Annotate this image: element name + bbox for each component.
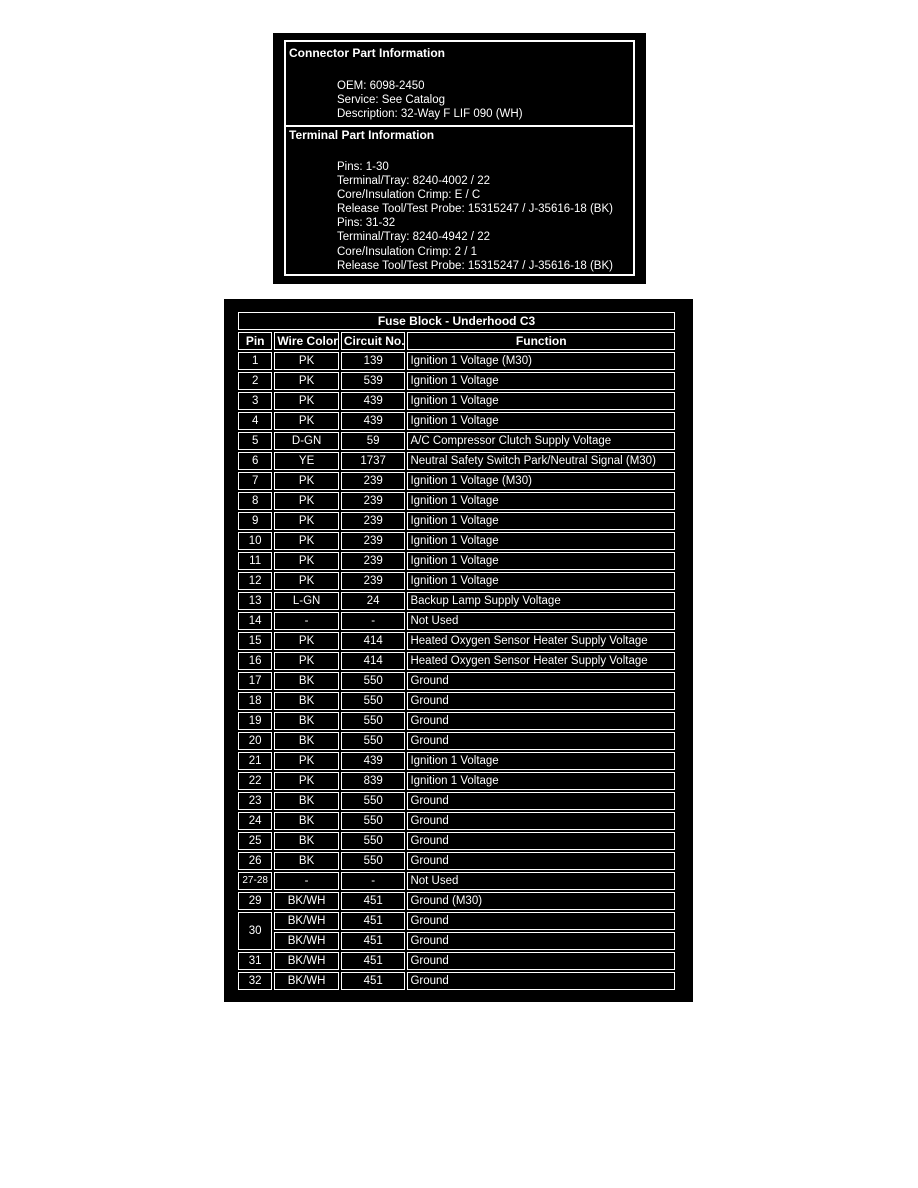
circuit-cell: 839 — [341, 772, 406, 790]
table-row — [238, 472, 675, 490]
pin-cell: 12 — [238, 572, 272, 590]
circuit-cell: 550 — [341, 812, 406, 830]
wire-color-cell: PK — [274, 492, 339, 510]
table-row — [238, 552, 675, 570]
table-row — [238, 692, 675, 710]
table-row — [238, 832, 675, 850]
wire-color-cell: BK/WH — [274, 952, 339, 970]
terminal-info-line: Release Tool/Test Probe: 15315247 / J-35616-18 (BK) — [337, 203, 613, 216]
circuit-cell: 239 — [341, 552, 406, 570]
pin-cell: 15 — [238, 632, 272, 650]
info-frame — [284, 40, 635, 276]
pin-cell: 8 — [238, 492, 272, 510]
function-cell: Not Used — [407, 872, 675, 890]
wire-color-cell: BK/WH — [274, 892, 339, 910]
circuit-cell: 451 — [341, 952, 406, 970]
circuit-cell: 550 — [341, 832, 406, 850]
function-cell: Heated Oxygen Sensor Heater Supply Voltage — [407, 652, 675, 670]
pin-cell: 29 — [238, 892, 272, 910]
function-cell: Ground — [407, 852, 675, 870]
connector-info-line: Description: 32-Way F LIF 090 (WH) — [337, 108, 523, 121]
pin-cell: 20 — [238, 732, 272, 750]
table-header-row — [238, 332, 675, 350]
column-header-circuit: Circuit No. — [341, 332, 406, 350]
pin-cell: 25 — [238, 832, 272, 850]
function-cell: Not Used — [407, 612, 675, 630]
pinout-table-body — [238, 352, 675, 990]
wire-color-cell: PK — [274, 632, 339, 650]
table-row — [238, 632, 675, 650]
circuit-cell: 439 — [341, 392, 406, 410]
function-cell: Ignition 1 Voltage — [407, 572, 675, 590]
wire-color-cell: D-GN — [274, 432, 339, 450]
pin-cell: 1 — [238, 352, 272, 370]
function-cell: Ignition 1 Voltage — [407, 532, 675, 550]
pin-cell: 6 — [238, 452, 272, 470]
function-cell: Ignition 1 Voltage — [407, 752, 675, 770]
column-header-pin: Pin — [238, 332, 272, 350]
pin-cell: 17 — [238, 672, 272, 690]
terminal-info-line: Core/Insulation Crimp: 2 / 1 — [337, 245, 477, 258]
pin-cell: 31 — [238, 952, 272, 970]
circuit-cell: 550 — [341, 692, 406, 710]
wire-color-cell: PK — [274, 472, 339, 490]
wire-color-cell: YE — [274, 452, 339, 470]
circuit-cell: 550 — [341, 852, 406, 870]
function-cell: Ground — [407, 712, 675, 730]
circuit-cell: 239 — [341, 492, 406, 510]
pin-cell: 16 — [238, 652, 272, 670]
column-header-wire-color: Wire Color — [274, 332, 339, 350]
function-cell: Ignition 1 Voltage — [407, 392, 675, 410]
connector-info-title: Connector Part Information — [289, 46, 446, 60]
table-row — [238, 792, 675, 810]
function-cell: Ground — [407, 832, 675, 850]
pin-cell: 3 — [238, 392, 272, 410]
table-row — [238, 352, 675, 370]
function-cell: Neutral Safety Switch Park/Neutral Signal (M30) — [407, 452, 675, 470]
pin-cell: 23 — [238, 792, 272, 810]
wire-color-cell: BK/WH — [274, 972, 339, 990]
table-row — [238, 872, 675, 890]
table-title: Fuse Block - Underhood C3 — [238, 312, 675, 330]
function-cell: Ground — [407, 912, 675, 930]
circuit-cell: 550 — [341, 792, 406, 810]
circuit-cell: 451 — [341, 892, 406, 910]
table-row — [238, 912, 675, 930]
pin-cell: 18 — [238, 692, 272, 710]
function-cell: Ignition 1 Voltage (M30) — [407, 472, 675, 490]
circuit-cell: 59 — [341, 432, 406, 450]
function-cell: Ground — [407, 692, 675, 710]
pin-cell: 24 — [238, 812, 272, 830]
table-row — [238, 572, 675, 590]
pin-cell: 2 — [238, 372, 272, 390]
pinout-panel — [224, 299, 693, 1002]
wire-color-cell: BK — [274, 732, 339, 750]
circuit-cell: 239 — [341, 532, 406, 550]
circuit-cell: 451 — [341, 932, 406, 950]
circuit-cell: 439 — [341, 752, 406, 770]
table-row — [238, 432, 675, 450]
wire-color-cell: PK — [274, 512, 339, 530]
table-title-row — [238, 312, 675, 330]
circuit-cell: 451 — [341, 912, 406, 930]
wire-color-cell: PK — [274, 352, 339, 370]
function-cell: Ground — [407, 792, 675, 810]
circuit-cell: 451 — [341, 972, 406, 990]
terminal-info-line: Pins: 31-32 — [337, 217, 396, 230]
column-header-function: Function — [407, 332, 675, 350]
circuit-cell: 1737 — [341, 452, 406, 470]
table-row — [238, 952, 675, 970]
table-row — [238, 752, 675, 770]
circuit-cell: 539 — [341, 372, 406, 390]
table-row — [238, 672, 675, 690]
wire-color-cell: BK — [274, 792, 339, 810]
table-row — [238, 892, 675, 910]
pin-cell: 11 — [238, 552, 272, 570]
table-row — [238, 612, 675, 630]
table-row — [238, 812, 675, 830]
function-cell: Backup Lamp Supply Voltage — [407, 592, 675, 610]
table-row — [238, 772, 675, 790]
table-row — [238, 932, 675, 950]
terminal-info-line: Terminal/Tray: 8240-4002 / 22 — [337, 175, 490, 188]
connector-info-line: OEM: 6098-2450 — [337, 80, 425, 92]
table-row — [238, 852, 675, 870]
wire-color-cell: PK — [274, 572, 339, 590]
table-row — [238, 512, 675, 530]
function-cell: Ground — [407, 972, 675, 990]
wire-color-cell: BK/WH — [274, 912, 339, 930]
pin-cell: 13 — [238, 592, 272, 610]
function-cell: A/C Compressor Clutch Supply Voltage — [407, 432, 675, 450]
wire-color-cell: BK/WH — [274, 932, 339, 950]
pin-cell: 10 — [238, 532, 272, 550]
wire-color-cell: BK — [274, 812, 339, 830]
circuit-cell: 439 — [341, 412, 406, 430]
wire-color-cell: PK — [274, 372, 339, 390]
wire-color-cell: - — [274, 612, 339, 630]
function-cell: Ignition 1 Voltage — [407, 512, 675, 530]
circuit-cell: 414 — [341, 632, 406, 650]
table-row — [238, 972, 675, 990]
table-row — [238, 372, 675, 390]
circuit-cell: 550 — [341, 732, 406, 750]
terminal-info-line: Release Tool/Test Probe: 15315247 / J-35616-18 (BK) — [337, 259, 613, 272]
pin-cell: 30 — [238, 912, 272, 950]
pin-cell: 14 — [238, 612, 272, 630]
wire-color-cell: PK — [274, 532, 339, 550]
function-cell: Ground — [407, 672, 675, 690]
table-row — [238, 712, 675, 730]
pinout-table — [236, 310, 677, 992]
pin-cell: 27-28 — [238, 872, 272, 890]
wire-color-cell: BK — [274, 712, 339, 730]
function-cell: Ignition 1 Voltage — [407, 492, 675, 510]
pin-cell: 26 — [238, 852, 272, 870]
wire-color-cell: PK — [274, 392, 339, 410]
wire-color-cell: - — [274, 872, 339, 890]
function-cell: Ignition 1 Voltage — [407, 772, 675, 790]
circuit-cell: 139 — [341, 352, 406, 370]
wire-color-cell: BK — [274, 832, 339, 850]
function-cell: Ignition 1 Voltage — [407, 552, 675, 570]
connector-info-panel — [273, 33, 646, 284]
pin-cell: 9 — [238, 512, 272, 530]
function-cell: Ground — [407, 812, 675, 830]
wire-color-cell: PK — [274, 412, 339, 430]
wire-color-cell: PK — [274, 772, 339, 790]
table-row — [238, 592, 675, 610]
circuit-cell: 239 — [341, 472, 406, 490]
function-cell: Ground — [407, 732, 675, 750]
wire-color-cell: PK — [274, 652, 339, 670]
table-row — [238, 452, 675, 470]
wire-color-cell: L-GN — [274, 592, 339, 610]
circuit-cell: 24 — [341, 592, 406, 610]
wire-color-cell: BK — [274, 852, 339, 870]
connector-info-lines — [337, 79, 523, 121]
table-row — [238, 392, 675, 410]
pin-cell: 21 — [238, 752, 272, 770]
function-cell: Ignition 1 Voltage — [407, 372, 675, 390]
circuit-cell: 550 — [341, 712, 406, 730]
terminal-info-lines — [337, 160, 613, 273]
table-row — [238, 732, 675, 750]
circuit-cell: 550 — [341, 672, 406, 690]
function-cell: Ground — [407, 932, 675, 950]
circuit-cell: 239 — [341, 512, 406, 530]
wire-color-cell: BK — [274, 692, 339, 710]
terminal-info-line: Terminal/Tray: 8240-4942 / 22 — [337, 231, 490, 244]
circuit-cell: 414 — [341, 652, 406, 670]
info-divider — [286, 125, 633, 127]
terminal-info-title: Terminal Part Information — [289, 128, 435, 142]
pin-cell: 4 — [238, 412, 272, 430]
wire-color-cell: BK — [274, 672, 339, 690]
table-row — [238, 412, 675, 430]
terminal-info-line: Core/Insulation Crimp: E / C — [337, 189, 481, 202]
circuit-cell: - — [341, 872, 406, 890]
pin-cell: 5 — [238, 432, 272, 450]
wire-color-cell: PK — [274, 752, 339, 770]
pin-cell: 19 — [238, 712, 272, 730]
function-cell: Ground (M30) — [407, 892, 675, 910]
pin-cell: 32 — [238, 972, 272, 990]
circuit-cell: - — [341, 612, 406, 630]
function-cell: Ground — [407, 952, 675, 970]
connector-info-line: Service: See Catalog — [337, 94, 446, 107]
pin-cell: 7 — [238, 472, 272, 490]
wire-color-cell: PK — [274, 552, 339, 570]
table-row — [238, 532, 675, 550]
pin-cell: 22 — [238, 772, 272, 790]
function-cell: Heated Oxygen Sensor Heater Supply Voltage — [407, 632, 675, 650]
table-row — [238, 652, 675, 670]
table-row — [238, 492, 675, 510]
terminal-info-line: Pins: 1-30 — [337, 161, 389, 173]
circuit-cell: 239 — [341, 572, 406, 590]
function-cell: Ignition 1 Voltage — [407, 412, 675, 430]
function-cell: Ignition 1 Voltage (M30) — [407, 352, 675, 370]
